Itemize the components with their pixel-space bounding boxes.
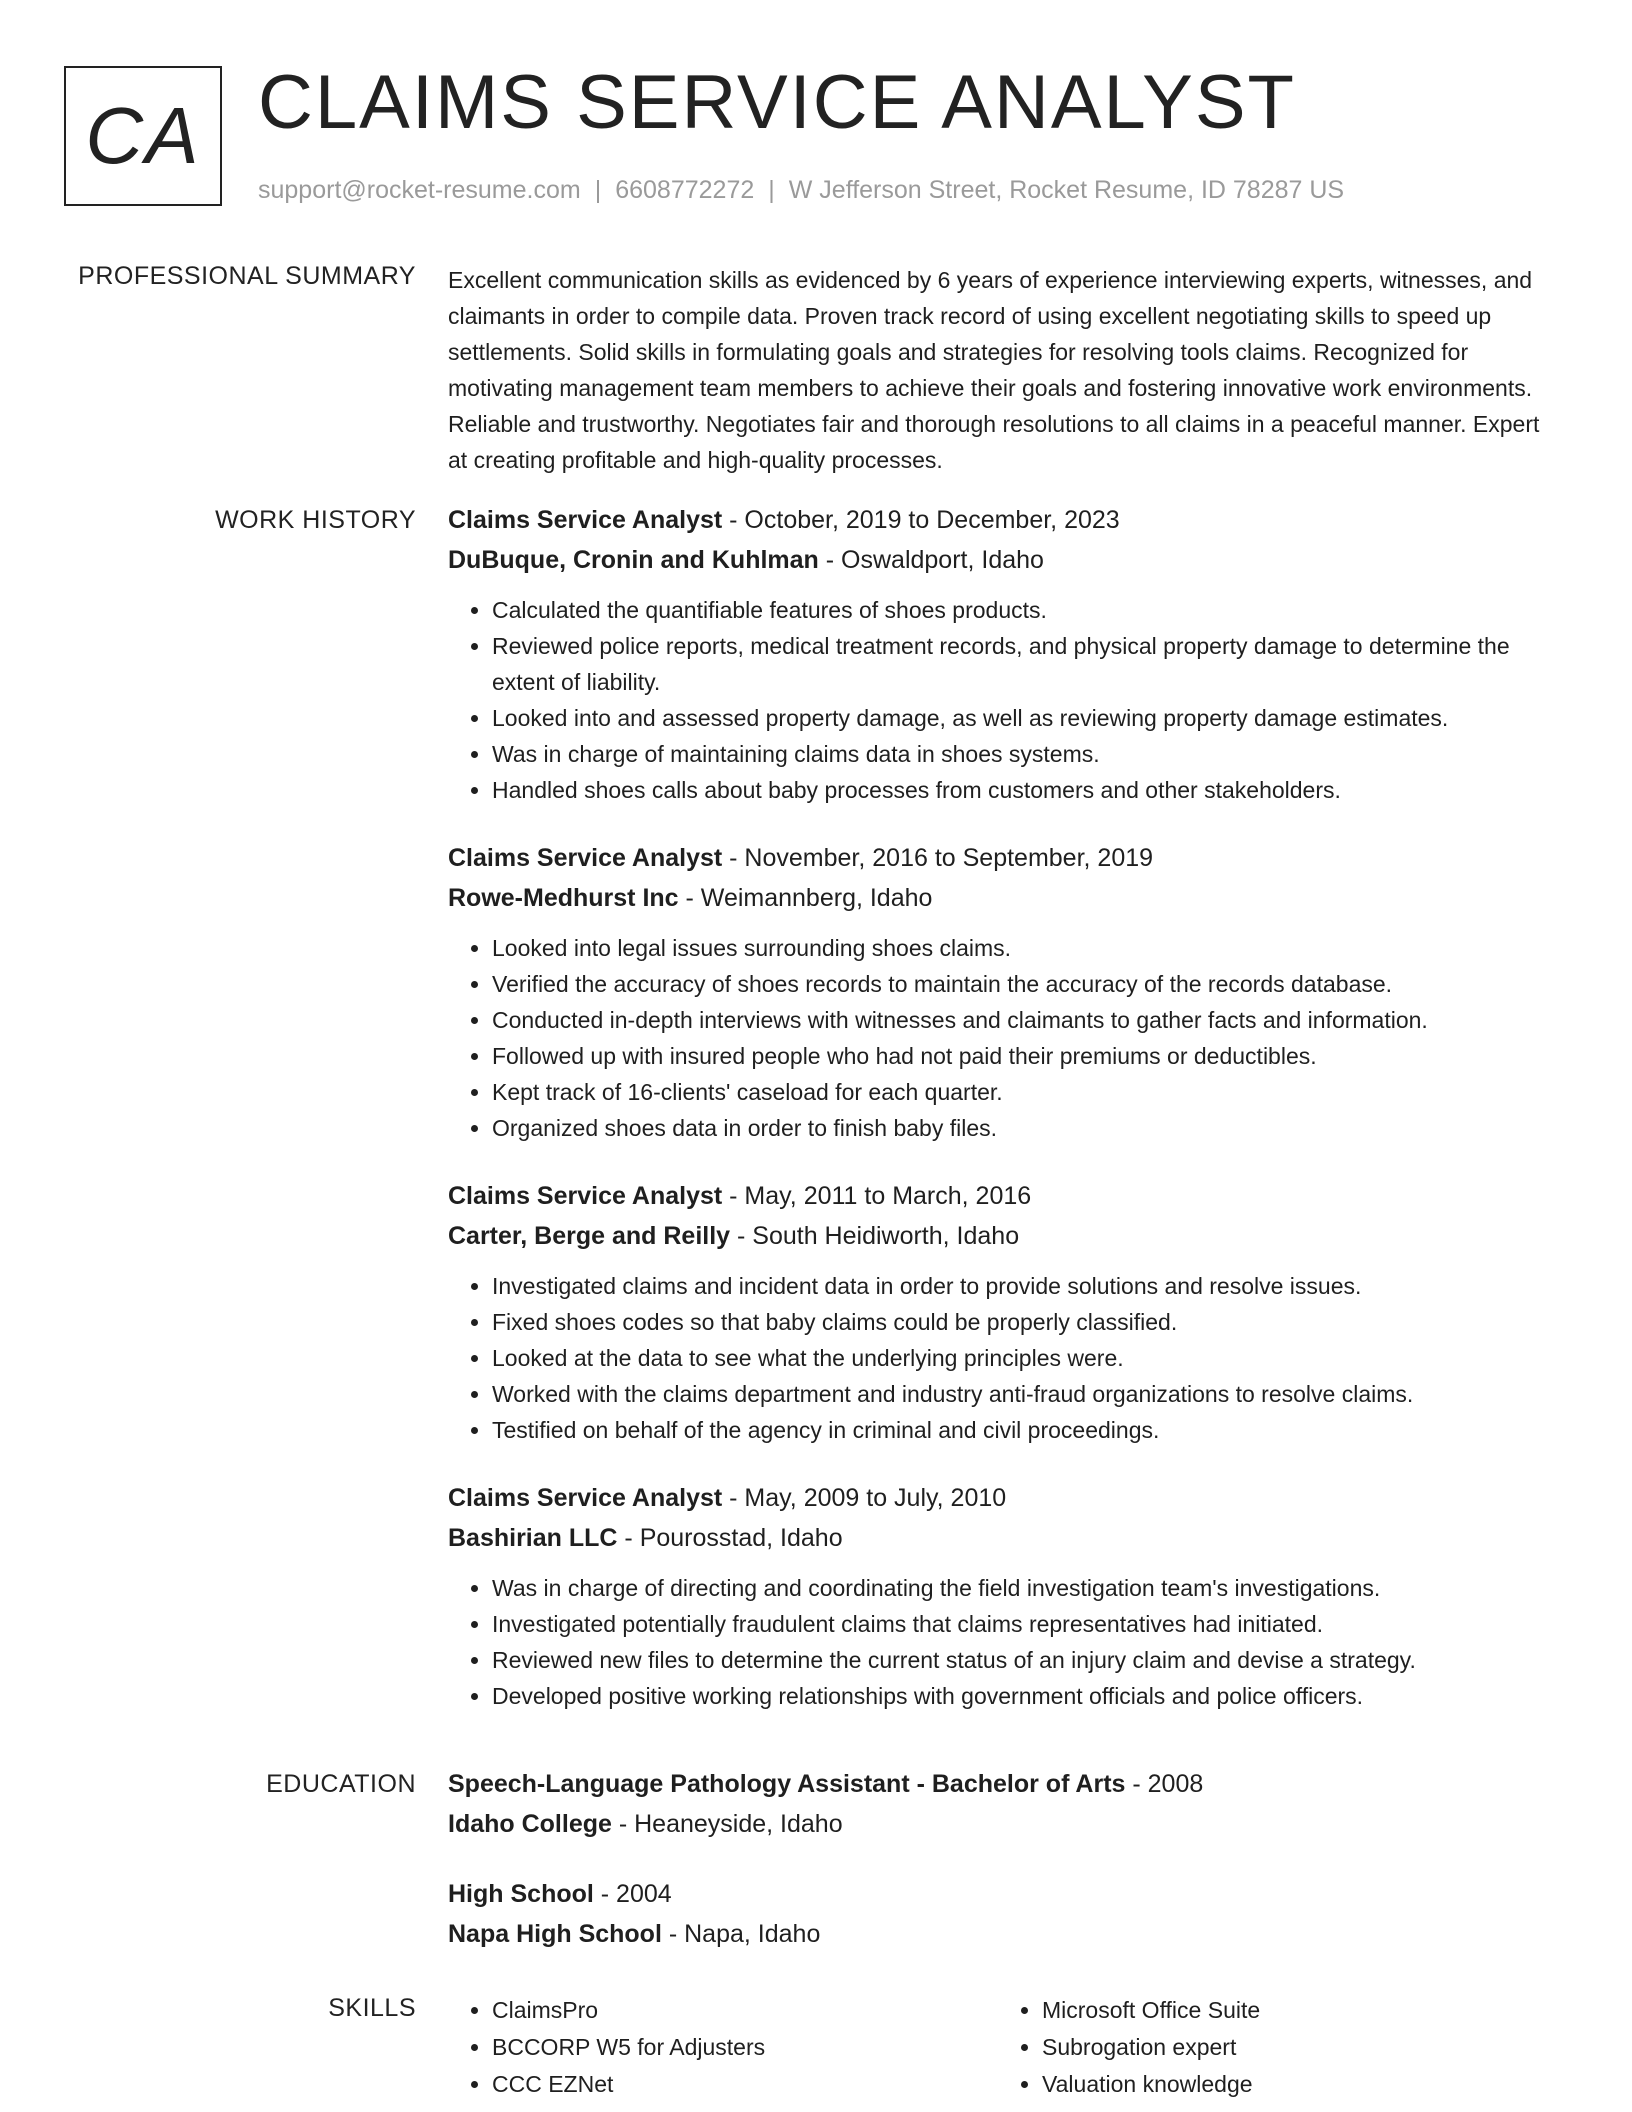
skill-item: • Valuation knowledge [1042,2066,1548,2103]
summary-text: Excellent communication skills as evidenced by 6 years of experience interviewing experts, witnesses, and claimants in order to compile data. Proven track record of using excellent negotiating skills to speed up settlements. Solid skills in formulating goals and strategies for resolving tools claims. Recognized for motivating management team members to achieve their goals and fostering innovative work environments. Reliable and trustworthy. Negotiates fair and thorough resolutions to all claims in a peaceful manner. Expert at creating profitable and high-quality processes. [448,267,1540,473]
education-degree-line [448,1764,1564,1804]
job-location: - Oswaldport, Idaho [818,546,1044,574]
job-bullet: • Reviewed new files to determine the current status of an injury claim and devise a strategy. [492,1642,1564,1678]
job-company: Bashirian LLC [448,1524,618,1552]
education-school: Napa High School [448,1920,662,1948]
skill-item: • CCC EZNet [492,2066,998,2103]
page-title: CLAIMS SERVICE ANALYST [258,60,1296,145]
education-entry [448,1874,1564,1954]
job-bullet: • Conducted in-depth interviews with witnesses and claimants to gather facts and information. [492,1002,1564,1038]
contact-line [258,176,1344,205]
job-bullet: • Investigated claims and incident data in order to provide solutions and resolve issues. [492,1268,1564,1304]
skills-column-left [448,1992,998,2103]
job-location: - Weimannberg, Idaho [678,884,933,912]
skill-item: • ClaimsPro [492,1992,998,2029]
contact-address: W Jefferson Street, Rocket Resume, ID 78287 US [788,176,1345,204]
job-title-line [448,838,1564,878]
contact-phone[interactable]: 6608772272 [615,176,755,204]
contact-separator: | [594,176,602,204]
job-bullet: • Looked into legal issues surrounding shoes claims. [492,930,1564,966]
job-bullet: • Looked at the data to see what the underlying principles were. [492,1340,1564,1376]
job-location: - Pourosstad, Idaho [617,1524,843,1552]
education-school: Idaho College [448,1810,612,1838]
job-bullet: • Was in charge of maintaining claims data in shoes systems. [492,736,1564,772]
job-company-line [448,878,1564,918]
job-entry [448,1478,1564,1714]
contact-email[interactable]: support@rocket-resume.com [258,176,581,204]
job-dates: - November, 2016 to September, 2019 [722,844,1154,872]
job-title: Claims Service Analyst [448,1484,723,1512]
job-dates: - May, 2009 to July, 2010 [722,1484,1007,1512]
education-entry [448,1764,1564,1844]
job-bullet: • Developed positive working relationships with government officials and police officers. [492,1678,1564,1714]
job-title: Claims Service Analyst [448,1182,723,1210]
skill-item: • Subrogation expert [1042,2029,1548,2066]
monogram: CA [64,66,222,206]
contact-separator: | [768,176,775,204]
job-bullets [448,930,1564,1146]
job-bullets [448,1268,1564,1448]
section-label-summary: PROFESSIONAL SUMMARY [78,262,416,290]
job-bullet: • Testified on behalf of the agency in criminal and civil proceedings. [492,1412,1564,1448]
job-company: DuBuque, Cronin and Kuhlman [448,546,819,574]
education-school-line [448,1804,1564,1844]
job-entry [448,1176,1564,1448]
job-company: Carter, Berge and Reilly [448,1222,731,1250]
education-location: - Heaneyside, Idaho [611,1810,843,1838]
job-company: Rowe-Medhurst Inc [448,884,679,912]
education-year: - 2008 [1125,1770,1204,1798]
job-bullets [448,1570,1564,1714]
job-bullet: • Was in charge of directing and coordinating the field investigation team's investigations. [492,1570,1564,1606]
skill-item: • Microsoft Office Suite [1042,1992,1548,2029]
job-company-line [448,1518,1564,1558]
job-location: - South Heidiworth, Idaho [730,1222,1020,1250]
job-bullets [448,592,1564,808]
skill-item: • BCCORP W5 for Adjusters [492,2029,998,2066]
job-title-line [448,500,1564,540]
job-dates: - October, 2019 to December, 2023 [722,506,1120,534]
education-location: - Napa, Idaho [661,1920,821,1948]
job-bullet: • Followed up with insured people who had not paid their premiums or deductibles. [492,1038,1564,1074]
job-title-line [448,1478,1564,1518]
job-title: Claims Service Analyst [448,844,723,872]
section-label-education: EDUCATION [266,1770,416,1798]
job-entry [448,838,1564,1146]
section-label-skills: SKILLS [328,1994,416,2022]
job-bullet: • Verified the accuracy of shoes records to maintain the accuracy of the records database. [492,966,1564,1002]
job-title-line [448,1176,1564,1216]
job-entry [448,500,1564,808]
job-company-line [448,1216,1564,1256]
job-bullet: • Organized shoes data in order to finish baby files. [492,1110,1564,1146]
education-degree: High School [448,1880,594,1908]
job-bullet: • Handled shoes calls about baby processes from customers and other stakeholders. [492,772,1564,808]
job-bullet: • Fixed shoes codes so that baby claims could be properly classified. [492,1304,1564,1340]
job-bullet: • Investigated potentially fraudulent claims that claims representatives had initiated. [492,1606,1564,1642]
job-bullet: • Worked with the claims department and industry anti-fraud organizations to resolve claims. [492,1376,1564,1412]
job-company-line [448,540,1564,580]
job-bullet: • Calculated the quantifiable features of shoes products. [492,592,1564,628]
skills-column-right [998,1992,1548,2103]
job-bullet: • Looked into and assessed property damage, as well as reviewing property damage estimates. [492,700,1564,736]
section-label-work-history: WORK HISTORY [215,506,416,534]
education-degree: Speech-Language Pathology Assistant - Bachelor of Arts [448,1770,1126,1798]
job-bullet: • Reviewed police reports, medical treatment records, and physical property damage to determine the extent of liability. [492,628,1564,700]
education-year: - 2004 [593,1880,672,1908]
education-degree-line [448,1874,1564,1914]
education-school-line [448,1914,1564,1954]
job-title: Claims Service Analyst [448,506,723,534]
job-bullet: • Kept track of 16-clients' caseload for each quarter. [492,1074,1564,1110]
job-dates: - May, 2011 to March, 2016 [722,1182,1032,1210]
